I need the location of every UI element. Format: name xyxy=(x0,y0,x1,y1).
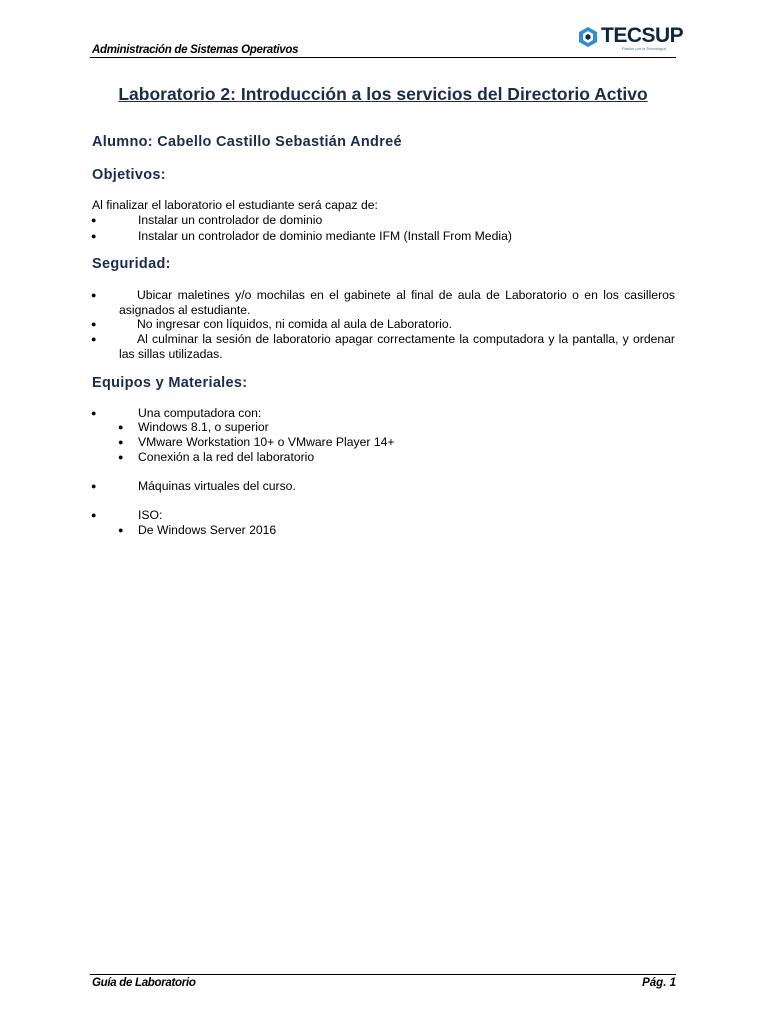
bullet-icon: ● xyxy=(91,408,97,418)
bullet-icon: ● xyxy=(118,437,124,447)
header-course-title: Administración de Sistemas Operativos xyxy=(92,44,299,56)
bullet-icon: ● xyxy=(91,231,97,241)
objectives-intro: Al finalizar el laboratorio el estudiante será capaz de: xyxy=(92,198,378,212)
footer-guide-label: Guía de Laboratorio xyxy=(92,977,196,989)
bullet-icon: ● xyxy=(91,215,97,225)
bullet-icon: ● xyxy=(91,481,97,491)
student-name: Alumno: Cabello Castillo Sebastián Andreé xyxy=(92,134,402,150)
list-item: No ingresar con líquidos, ni comida al aula de Laboratorio. xyxy=(137,317,453,331)
list-item: De Windows Server 2016 xyxy=(138,523,277,537)
bullet-icon: ● xyxy=(118,452,124,462)
logo-tagline: Pasión por la Tecnología xyxy=(622,46,666,51)
page-number: Pág. 1 xyxy=(642,977,676,989)
list-item: Máquinas virtuales del curso. xyxy=(138,479,296,493)
list-item: ISO: xyxy=(138,508,163,522)
list-item: Al culminar la sesión de laboratorio apagar correctamente la computadora y la pantalla, y ordenar las sillas utilizadas. xyxy=(119,332,675,361)
list-item: Windows 8.1, o superior xyxy=(138,420,269,434)
header-rule xyxy=(90,57,676,58)
security-heading: Seguridad: xyxy=(92,256,171,272)
list-item: Instalar un controlador de dominio mediante IFM (Install From Media) xyxy=(138,229,512,243)
bullet-icon: ● xyxy=(118,525,124,535)
page-title: Laboratorio 2: Introducción a los servicios del Directorio Activo xyxy=(118,84,648,104)
list-item: Ubicar maletines y/o mochilas en el gabinete al final de aula de Laboratorio o en los casilleros asignados al estudiante. xyxy=(119,288,675,317)
list-item: VMware Workstation 10+ o VMware Player 14+ xyxy=(138,435,395,449)
logo-text: TECSUP xyxy=(601,24,684,47)
bullet-icon: ● xyxy=(91,319,97,329)
list-item: Conexión a la red del laboratorio xyxy=(138,450,315,464)
tecsup-logo xyxy=(577,24,687,52)
list-item: Una computadora con: xyxy=(138,406,262,420)
equipment-heading: Equipos y Materiales: xyxy=(92,375,248,391)
tecsup-logo-icon xyxy=(577,26,599,48)
bullet-icon: ● xyxy=(91,510,97,520)
bullet-icon: ● xyxy=(118,422,124,432)
objectives-heading: Objetivos: xyxy=(92,167,166,183)
bullet-icon: ● xyxy=(91,334,97,344)
footer-rule xyxy=(90,974,676,975)
list-item: Instalar un controlador de dominio xyxy=(138,213,323,227)
bullet-icon: ● xyxy=(91,290,97,300)
